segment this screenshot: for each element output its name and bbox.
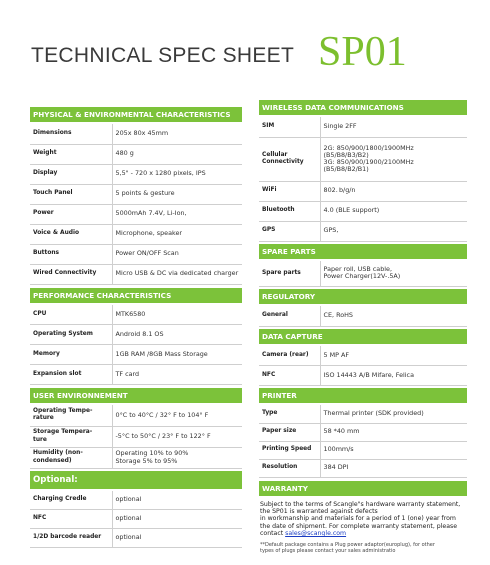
physical-table bbox=[30, 124, 242, 285]
spec-value: 0°C to 40°C / 32° F to 104° F bbox=[112, 405, 242, 426]
printer-table bbox=[259, 405, 467, 478]
spec-key: Charging Credle bbox=[30, 491, 112, 510]
spec-value: 100mm/s bbox=[320, 441, 467, 459]
section-printer-header: PRINTER bbox=[259, 388, 467, 403]
optional-table bbox=[30, 491, 242, 549]
page-title: TECHNICAL SPEC SHEET bbox=[31, 44, 295, 67]
spec-key: Memory bbox=[30, 345, 112, 365]
spec-row bbox=[30, 184, 242, 204]
header bbox=[0, 0, 490, 90]
spec-key: Touch Panel bbox=[30, 184, 112, 204]
spec-key: Buttons bbox=[30, 244, 112, 264]
section-performance-header: PERFORMANCE CHARACTERISTICS bbox=[30, 288, 242, 303]
spare-parts-table bbox=[259, 261, 467, 288]
performance-table bbox=[30, 305, 242, 386]
spec-row bbox=[30, 426, 242, 447]
spec-row bbox=[30, 244, 242, 264]
package-footnote: **Default package contains a Plug power adaptor(europlug), for other types of plugs please contact your sales administratio bbox=[260, 541, 435, 554]
spec-value: 802. b/g/n bbox=[320, 181, 467, 201]
spec-key: WiFi bbox=[259, 181, 320, 201]
spec-key: Operating Tempe- rature bbox=[30, 405, 112, 426]
spec-key: Voice & Audio bbox=[30, 224, 112, 244]
spec-key: Storage Tempera- ture bbox=[30, 426, 112, 447]
spec-key: Operating System bbox=[30, 325, 112, 345]
regulatory-table bbox=[259, 306, 467, 327]
spec-value: Micro USB & DC via dedicated charger bbox=[112, 264, 242, 284]
spec-row bbox=[259, 346, 467, 366]
spec-value: 205x 80x 45mm bbox=[112, 124, 242, 144]
spec-key: Power bbox=[30, 204, 112, 224]
spec-row bbox=[259, 459, 467, 477]
spec-row bbox=[30, 447, 242, 468]
spec-key: General bbox=[259, 306, 320, 326]
spec-value: TF card bbox=[112, 365, 242, 385]
spec-key: Dimensions bbox=[30, 124, 112, 144]
spec-key: Wired Connectivity bbox=[30, 264, 112, 284]
spec-row bbox=[30, 204, 242, 224]
section-data-capture-header: DATA CAPTURE bbox=[259, 329, 467, 344]
spec-row bbox=[259, 201, 467, 221]
data-capture-table bbox=[259, 346, 467, 387]
spec-row bbox=[30, 305, 242, 325]
section-user-env-header: USER ENVIRONNEMENT bbox=[30, 388, 242, 403]
spec-value: optional bbox=[112, 529, 242, 548]
section-spare-parts-header: SPARE PARTS bbox=[259, 244, 467, 259]
spec-key: Type bbox=[259, 405, 320, 423]
spec-row bbox=[30, 405, 242, 426]
spec-row bbox=[259, 405, 467, 423]
spec-row bbox=[30, 365, 242, 385]
spec-row bbox=[30, 264, 242, 284]
spec-key: CPU bbox=[30, 305, 112, 325]
spec-row bbox=[259, 366, 467, 386]
spec-value: 5000mAh 7.4V, Li-Ion, bbox=[112, 204, 242, 224]
spec-value: CE, RoHS bbox=[320, 306, 467, 326]
spec-value: Microphone, speaker bbox=[112, 224, 242, 244]
spec-value: Android 8.1 OS bbox=[112, 325, 242, 345]
section-wireless-header: WIRELESS DATA COMMUNICATIONS bbox=[259, 100, 467, 115]
spec-row bbox=[30, 510, 242, 529]
spec-key: Bluetooth bbox=[259, 201, 320, 221]
spec-row bbox=[30, 345, 242, 365]
spec-key: GPS bbox=[259, 221, 320, 241]
spec-key: 1/2D barcode reader bbox=[30, 529, 112, 548]
spec-row bbox=[259, 441, 467, 459]
spec-row bbox=[30, 224, 242, 244]
spec-value: GPS, bbox=[320, 221, 467, 241]
spec-key: NFC bbox=[259, 366, 320, 386]
warranty-statement bbox=[259, 498, 467, 538]
spec-key: Weight bbox=[30, 144, 112, 164]
warranty-text: Subject to the terms of Scangle"s hardware warranty statement, the SP01 is warranted against defects in workmanship and materials for a period of 1 (one) year from the date of shipment. For complete warranty statement, please contact bbox=[260, 500, 461, 538]
right-column bbox=[259, 100, 467, 554]
spec-value: 2G: 850/900/1800/1900MHz (B5/B8/B3/B2) 3G: 850/900/1900/2100MHz (B5/B8/B2/B1) bbox=[320, 137, 467, 181]
spec-row bbox=[30, 144, 242, 164]
spec-row bbox=[30, 124, 242, 144]
spec-row bbox=[30, 164, 242, 184]
spec-value: optional bbox=[112, 510, 242, 529]
spec-key: Humidity (non- condensed) bbox=[30, 447, 112, 468]
section-warranty-header: WARRANTY bbox=[259, 481, 467, 496]
wireless-table bbox=[259, 117, 467, 242]
spec-key: SIM bbox=[259, 117, 320, 137]
spec-value: 5,5" - 720 x 1280 pixels, IPS bbox=[112, 164, 242, 184]
spec-key: Resolution bbox=[259, 459, 320, 477]
spec-value: Thermal printer (SDK provided) bbox=[320, 405, 467, 423]
spec-value: Paper roll, USB cable, Power Charger(12V-.5A) bbox=[320, 261, 467, 287]
spec-key: Expansion slot bbox=[30, 365, 112, 385]
spec-value: 4.0 (BLE support) bbox=[320, 201, 467, 221]
spec-value: 480 g bbox=[112, 144, 242, 164]
spec-row bbox=[259, 221, 467, 241]
spec-value: optional bbox=[112, 491, 242, 510]
spec-value: 58 *40 mm bbox=[320, 423, 467, 441]
spec-row bbox=[259, 181, 467, 201]
spec-value: ISO 14443 A/B Mifare, Felica bbox=[320, 366, 467, 386]
spec-value: 5 points & gesture bbox=[112, 184, 242, 204]
spec-row bbox=[259, 261, 467, 287]
spec-value: Operating 10% to 90% Storage 5% to 95% bbox=[112, 447, 242, 468]
spec-key: Display bbox=[30, 164, 112, 184]
spec-key: Spare parts bbox=[259, 261, 320, 287]
spec-value: -5°C to 50°C / 23° F to 122° F bbox=[112, 426, 242, 447]
spec-row bbox=[259, 423, 467, 441]
spec-key: Cellular Connectivity bbox=[259, 137, 320, 181]
spec-row bbox=[259, 117, 467, 137]
spec-row bbox=[30, 491, 242, 510]
sales-email-link[interactable]: sales@scangle.com bbox=[285, 530, 347, 538]
spec-value: MTK6580 bbox=[112, 305, 242, 325]
user-env-table bbox=[30, 405, 242, 469]
spec-value: 5 MP AF bbox=[320, 346, 467, 366]
spec-row bbox=[30, 325, 242, 345]
spec-key: Camera (rear) bbox=[259, 346, 320, 366]
spec-value: 384 DPI bbox=[320, 459, 467, 477]
spec-key: NFC bbox=[30, 510, 112, 529]
left-column bbox=[30, 107, 242, 548]
spec-row bbox=[259, 306, 467, 326]
spec-value: 1GB RAM /8GB Mass Storage bbox=[112, 345, 242, 365]
section-optional-header: Optional: bbox=[30, 471, 242, 489]
spec-key: Paper size bbox=[259, 423, 320, 441]
model-name: SP01 bbox=[318, 29, 407, 75]
spec-row bbox=[30, 529, 242, 548]
section-regulatory-header: REGULATORY bbox=[259, 289, 467, 304]
spec-key: Printing Speed bbox=[259, 441, 320, 459]
spec-value: Single 2FF bbox=[320, 117, 467, 137]
spec-row bbox=[259, 137, 467, 181]
section-physical-header: PHYSICAL & ENVIRONMENTAL CHARACTERISTICS bbox=[30, 107, 242, 122]
spec-value: Power ON/OFF Scan bbox=[112, 244, 242, 264]
